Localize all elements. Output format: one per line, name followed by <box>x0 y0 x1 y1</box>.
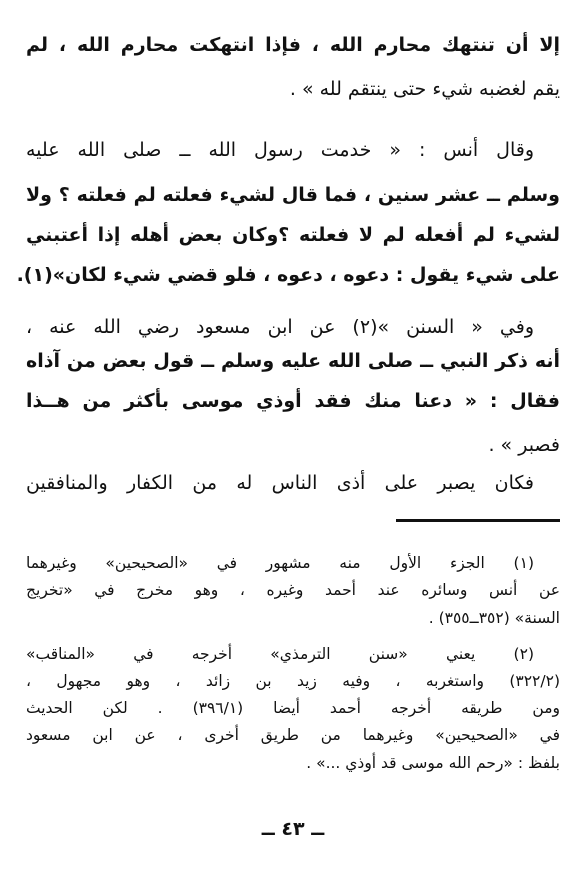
text-line: وسلم ــ عشر سنين ، فما قال لشيء فعلته لم فعلته ؟ ولا <box>26 184 560 206</box>
footnote-line: (٣٢٢/٢) واستغربه ، وفيه زيد بن زائد ، وهو مجهول ، <box>26 672 560 690</box>
footnote-line: السنة» (٣٥٢ــ٣٥٥) . <box>428 609 560 627</box>
text-line: فكان يصبر على أذى الناس له من الكفار والمنافقين <box>26 472 534 494</box>
footnote-line: بلفظ : «رحم الله موسى قد أوذي ...» . <box>306 754 560 772</box>
book-page <box>16 14 560 877</box>
footnote-line: (١) الجزء الأول منه مشهور في «الصحيحين» وغيرهما <box>26 554 534 572</box>
page-number: ــ ٤٣ ــ <box>261 818 325 840</box>
footnote-separator <box>396 519 560 522</box>
footnote-line: عن أنس وسائره عند أحمد وغيره ، وهو مخرج في «تخريج <box>26 581 560 599</box>
text-line: لشيء لم أفعله لم لا فعلته ؟وكان بعض أهله إذا أعتبني <box>26 224 560 246</box>
footnote-line: في «الصحيحين» وغيرهما من طريق أخرى ، عن ابن مسعود <box>26 726 560 744</box>
text-line: على شيء يقول : دعوه ، دعوه ، فلو قضي شيء لكان»(١). <box>16 264 560 286</box>
text-line: فقال : « دعنا منك فقد أوذي موسى بأكثر من هــذا <box>26 390 560 412</box>
text-line: أنه ذكر النبي ــ صلى الله عليه وسلم ــ قول بعض من آذاه <box>26 350 560 372</box>
text-line: يقم لغضبه شيء حتى ينتقم لله » . <box>289 78 560 100</box>
text-line: إلا أن تنتهك محارم الله ، فإذا انتهكت محارم الله ، لم <box>26 34 560 56</box>
footnote-line: ومن طريقه أخرجه أحمد أيضا (٣٩٦/١) . لكن الحديث <box>26 699 560 717</box>
text-line: وفي « السنن »(٢) عن ابن مسعود رضي الله عنه ، <box>26 316 535 338</box>
text-line: فصبر » . <box>488 434 560 456</box>
text-line: وقال أنس : « خدمت رسول الله ــ صلى الله عليه <box>26 139 534 161</box>
footnote-line: (٢) يعني «سنن الترمذي» أخرجه في «المناقب» <box>26 645 534 663</box>
